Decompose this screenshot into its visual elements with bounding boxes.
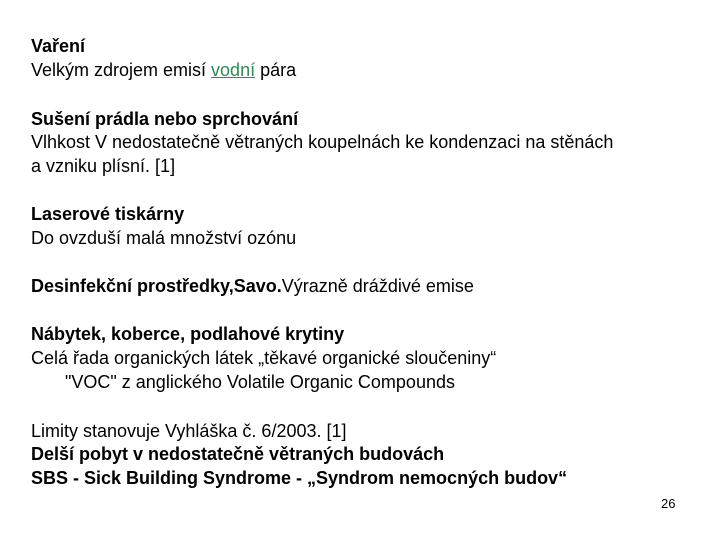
furniture-heading: Nábytek, koberce, podlahové krytiny: [31, 324, 345, 344]
disinfection-text: Výrazně dráždivé emise: [281, 276, 474, 296]
cooking-text-after: pára: [255, 60, 297, 80]
cooking-text: [31, 59, 296, 81]
sbs-text: SBS - Sick Building Syndrome - „Syndrom nemocných budov“: [31, 468, 568, 488]
drying-text-line2: a vzniku plísní. [1]: [31, 156, 176, 176]
drying-text-line1: Vlhkost V nedostatečně větraných koupelnách ke kondenzaci na stěnách: [31, 132, 614, 152]
cooking-heading: Vaření: [31, 36, 86, 56]
page-number: 26: [661, 496, 676, 511]
limits-text: Limity stanovuje Vyhláška č. 6/2003. [1]: [31, 421, 347, 441]
drying-heading: Sušení prádla nebo sprchování: [31, 109, 299, 129]
printers-text: Do ovzduší malá množství ozónu: [31, 228, 297, 248]
disinfection-line: [31, 275, 474, 297]
cooking-text-before: Velkým zdrojem emisí: [31, 60, 212, 80]
furniture-text-line2: "VOC" z anglického Volatile Organic Compounds: [65, 372, 455, 392]
printers-heading: Laserové tiskárny: [31, 204, 185, 224]
water-link[interactable]: vodní: [211, 60, 256, 80]
furniture-text-line1: Celá řada organických látek „těkavé organické sloučeniny“: [31, 348, 497, 368]
disinfection-heading: Desinfekční prostředky,Savo.: [31, 276, 282, 296]
long-stay-text: Delší pobyt v nedostatečně větraných budovách: [31, 444, 445, 464]
